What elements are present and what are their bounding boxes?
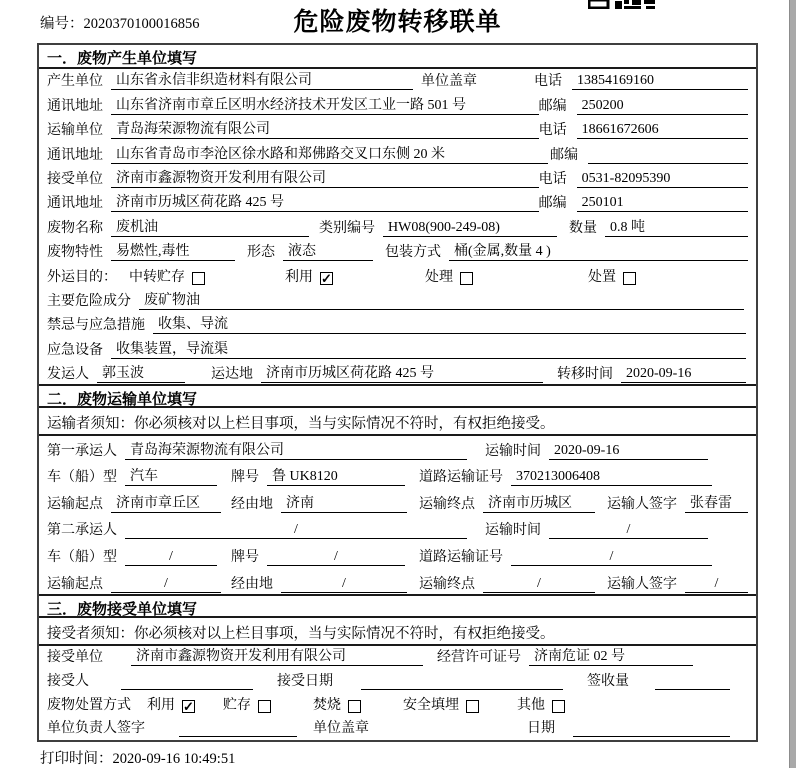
shipper-value: 郭玉波 bbox=[97, 366, 185, 383]
section3-header: 三．废物接受单位填写 bbox=[39, 594, 756, 618]
receive-phone-value: 0531-82095390 bbox=[577, 171, 748, 188]
taboo-label: 禁忌与应急措施 bbox=[47, 318, 145, 334]
receive-addr-label: 通讯地址 bbox=[47, 196, 103, 212]
transporter-notice: 运输者须知：你必须核对以上栏目事项，当与实际情况不符时，有权拒绝接受。 bbox=[39, 408, 756, 436]
receiver-notice: 接受者须知：你必须核对以上栏目事项，当与实际情况不符时，有权拒绝接受。 bbox=[39, 618, 756, 646]
section-transporter bbox=[39, 384, 756, 596]
transfer-storage-checkbox bbox=[192, 272, 205, 285]
transport-time-value: 2020-09-16 bbox=[549, 443, 708, 460]
destination-value: 济南市历城区荷花路 425 号 bbox=[261, 366, 543, 383]
route-start-2-value: / bbox=[111, 576, 221, 593]
transporter-sign-label: 运输人签字 bbox=[607, 576, 677, 592]
print-time-label: 打印时间： bbox=[40, 751, 113, 768]
row-receiver-person bbox=[39, 669, 756, 693]
plate-label: 牌号 bbox=[231, 550, 259, 566]
row-route-2 bbox=[39, 569, 756, 596]
scrollbar-track[interactable] bbox=[789, 0, 796, 768]
road-permit-2-value: / bbox=[511, 549, 712, 566]
disposal-other-checkbox bbox=[552, 700, 565, 713]
shipper-label: 发运人 bbox=[47, 367, 89, 383]
row-transport-unit bbox=[39, 118, 756, 142]
option-disposal-utilize: 利用 ✓ bbox=[147, 697, 194, 715]
date-label: 日期 bbox=[527, 721, 555, 737]
option-disposal-incinerate: 焚烧 bbox=[313, 698, 361, 714]
utilize-checkbox: ✓ bbox=[321, 271, 332, 287]
license-label: 经营许可证号 bbox=[437, 650, 521, 666]
disposal-incinerate-checkbox bbox=[348, 700, 361, 713]
receiver-unit-value: 济南市鑫源物资开发利用有限公司 bbox=[131, 649, 423, 666]
disposal-storage-checkbox bbox=[258, 700, 271, 713]
option-utilize: 利用 ✓ bbox=[285, 269, 332, 287]
route-end-label: 运输终点 bbox=[419, 576, 475, 592]
phone-label: 电话 bbox=[534, 74, 562, 90]
disposal-landfill-checkbox bbox=[466, 700, 479, 713]
route-end-2-value: / bbox=[483, 576, 595, 593]
road-permit-value: 370213006408 bbox=[511, 469, 712, 486]
via-2-value: / bbox=[281, 576, 407, 593]
row-waste-name bbox=[39, 215, 756, 239]
option-disposal-landfill: 安全填埋 bbox=[403, 698, 479, 714]
date-value bbox=[573, 720, 730, 737]
disposal-utilize-checkbox: ✓ bbox=[183, 699, 194, 715]
produce-addr-value: 山东省济南市章丘区明水经济技术开发区工业一路 501 号 bbox=[111, 98, 539, 115]
quantity-value: 0.8 吨 bbox=[605, 220, 748, 237]
vehicle-type-value: 汽车 bbox=[125, 469, 217, 486]
row-produce-unit bbox=[39, 69, 756, 93]
plate-label: 牌号 bbox=[231, 470, 259, 486]
transporter-sign-label: 运输人签字 bbox=[607, 496, 677, 512]
second-carrier-label: 第二承运人 bbox=[47, 523, 117, 539]
row-route-1 bbox=[39, 489, 756, 516]
form-label: 形态 bbox=[247, 245, 275, 261]
route-end-value: 济南市历城区 bbox=[483, 496, 595, 513]
row-receiver-unit bbox=[39, 646, 756, 670]
row-taboo-measures bbox=[39, 313, 756, 337]
route-start-label: 运输起点 bbox=[47, 576, 103, 592]
row-waste-property bbox=[39, 240, 756, 264]
route-start-label: 运输起点 bbox=[47, 496, 103, 512]
taboo-value: 收集、导流 bbox=[153, 317, 746, 334]
produce-zip-value: 250200 bbox=[577, 98, 748, 115]
row-receive-address bbox=[39, 191, 756, 215]
transport-addr-value: 山东省青岛市李沧区徐水路和郑佛路交叉口东侧 20 米 bbox=[111, 147, 548, 164]
section-producer bbox=[39, 45, 756, 386]
emergency-equip-label: 应急设备 bbox=[47, 342, 103, 358]
vehicle-type-label: 车（船）型 bbox=[47, 470, 117, 486]
transfer-time-label: 转移时间 bbox=[557, 367, 613, 383]
receiver-value bbox=[121, 673, 253, 690]
plate-2-value: / bbox=[267, 549, 405, 566]
produce-unit-label: 产生单位 bbox=[47, 74, 103, 90]
quantity-label: 数量 bbox=[569, 220, 597, 236]
row-shipper bbox=[39, 362, 756, 386]
dispose-checkbox bbox=[623, 272, 636, 285]
qr-code-icon bbox=[588, 0, 656, 9]
receive-date-label: 接受日期 bbox=[277, 674, 333, 690]
waste-prop-label: 废物特性 bbox=[47, 245, 103, 261]
produce-addr-label: 通讯地址 bbox=[47, 98, 103, 114]
transport-time-2-value: / bbox=[549, 522, 708, 539]
row-disposal-method bbox=[39, 693, 756, 717]
second-carrier-value: / bbox=[125, 522, 467, 539]
receive-unit-label: 接受单位 bbox=[47, 171, 103, 187]
document-header bbox=[37, 0, 758, 43]
transport-addr-label: 通讯地址 bbox=[47, 147, 103, 163]
row-receive-unit bbox=[39, 167, 756, 191]
category-code-label: 类别编号 bbox=[319, 220, 375, 236]
main-component-label: 主要危险成分 bbox=[47, 293, 131, 309]
responsible-sign-value bbox=[179, 720, 297, 737]
phone-label: 电话 bbox=[538, 123, 567, 139]
via-label: 经由地 bbox=[231, 576, 273, 592]
receiver-unit-label: 接受单位 bbox=[47, 650, 103, 666]
row-outbound-purpose bbox=[39, 264, 756, 288]
emergency-equip-value: 收集装置，导流渠 bbox=[111, 342, 746, 359]
row-vehicle-2 bbox=[39, 542, 756, 569]
row-responsible-signature bbox=[39, 717, 756, 741]
page-title: 危险废物转移联单 bbox=[293, 9, 502, 36]
transport-unit-label: 运输单位 bbox=[47, 123, 103, 139]
packing-label: 包装方式 bbox=[385, 245, 441, 261]
produce-phone-value: 13854169160 bbox=[572, 73, 748, 90]
transporter-sign-value: 张春雷 bbox=[685, 496, 748, 513]
serial-label: 编号： bbox=[40, 16, 84, 32]
row-produce-address bbox=[39, 93, 756, 117]
row-second-carrier bbox=[39, 516, 756, 543]
first-carrier-value: 青岛海荣源物流有限公司 bbox=[125, 443, 467, 460]
vehicle-type-label: 车（船）型 bbox=[47, 550, 117, 566]
row-first-carrier bbox=[39, 436, 756, 463]
serial-value: 2020370100016856 bbox=[83, 16, 200, 32]
produce-unit-value: 山东省永信非织造材料有限公司 bbox=[111, 73, 413, 90]
road-permit-label: 道路运输证号 bbox=[419, 550, 503, 566]
print-time bbox=[40, 747, 758, 768]
category-code-value: HW08(900-249-08) bbox=[383, 220, 557, 237]
section2-header: 二．废物运输单位填写 bbox=[39, 384, 756, 408]
main-component-value: 废矿物油 bbox=[139, 293, 744, 310]
transport-zip-value bbox=[588, 147, 748, 164]
license-value: 济南危证 02 号 bbox=[529, 649, 693, 666]
responsible-sign-label: 单位负责人签字 bbox=[47, 721, 145, 737]
transport-unit-value: 青岛海荣源物流有限公司 bbox=[111, 122, 539, 139]
route-start-value: 济南市章丘区 bbox=[111, 496, 221, 513]
via-label: 经由地 bbox=[231, 496, 273, 512]
zip-label: 邮编 bbox=[538, 196, 567, 212]
route-end-label: 运输终点 bbox=[419, 496, 475, 512]
plate-value: 鲁 UK8120 bbox=[267, 469, 405, 486]
option-disposal-other: 其他 bbox=[517, 698, 565, 714]
waste-prop-value: 易燃性,毒性 bbox=[111, 244, 235, 261]
road-permit-label: 道路运输证号 bbox=[419, 470, 503, 486]
transport-time-label: 运输时间 bbox=[485, 523, 541, 539]
row-vehicle-1 bbox=[39, 463, 756, 490]
option-disposal-storage: 贮存 bbox=[223, 698, 271, 714]
receiver-label: 接受人 bbox=[47, 674, 89, 690]
transport-time-label: 运输时间 bbox=[485, 443, 541, 459]
row-main-component bbox=[39, 289, 756, 313]
option-transfer-storage: 中转贮存 bbox=[129, 270, 205, 286]
first-carrier-label: 第一承运人 bbox=[47, 443, 117, 459]
manifest-page bbox=[37, 0, 758, 768]
vehicle-type-2-value: / bbox=[125, 549, 217, 566]
section-receiver bbox=[39, 594, 756, 741]
print-time-value: 2020-09-16 10:49:51 bbox=[112, 751, 236, 768]
via-value: 济南 bbox=[281, 496, 407, 513]
receive-zip-value: 250101 bbox=[577, 195, 748, 212]
disposal-label: 废物处置方式 bbox=[47, 697, 131, 713]
transport-phone-value: 18661672606 bbox=[577, 122, 748, 139]
waste-name-value: 废机油 bbox=[111, 220, 309, 237]
packing-value: 桶(金属,数量 4 ) bbox=[449, 244, 748, 261]
section1-header: 一．废物产生单位填写 bbox=[39, 45, 756, 69]
receive-date-value bbox=[361, 673, 563, 690]
manifest-table bbox=[37, 43, 758, 742]
row-emergency-equipment bbox=[39, 337, 756, 361]
option-treat: 处理 bbox=[425, 270, 473, 286]
destination-label: 运达地 bbox=[211, 367, 253, 383]
purpose-label: 外运目的： bbox=[47, 269, 117, 285]
form-value: 液态 bbox=[283, 244, 373, 261]
zip-label: 邮编 bbox=[538, 98, 567, 114]
option-dispose: 处置 bbox=[588, 270, 636, 286]
signed-qty-value bbox=[655, 673, 730, 690]
unit-stamp-label: 单位盖章 bbox=[313, 721, 369, 737]
zip-label: 邮编 bbox=[550, 147, 578, 163]
waste-name-label: 废物名称 bbox=[47, 220, 103, 236]
treat-checkbox bbox=[460, 272, 473, 285]
transporter-sign-2-value: / bbox=[685, 576, 748, 593]
signed-qty-label: 签收量 bbox=[587, 674, 629, 690]
receive-addr-value: 济南市历城区荷花路 425 号 bbox=[111, 195, 539, 212]
unit-stamp-label: 单位盖章 bbox=[421, 74, 477, 90]
phone-label: 电话 bbox=[538, 171, 567, 187]
row-transport-address bbox=[39, 142, 756, 166]
transfer-time-value: 2020-09-16 bbox=[621, 366, 746, 383]
receive-unit-value: 济南市鑫源物资开发利用有限公司 bbox=[111, 171, 539, 188]
